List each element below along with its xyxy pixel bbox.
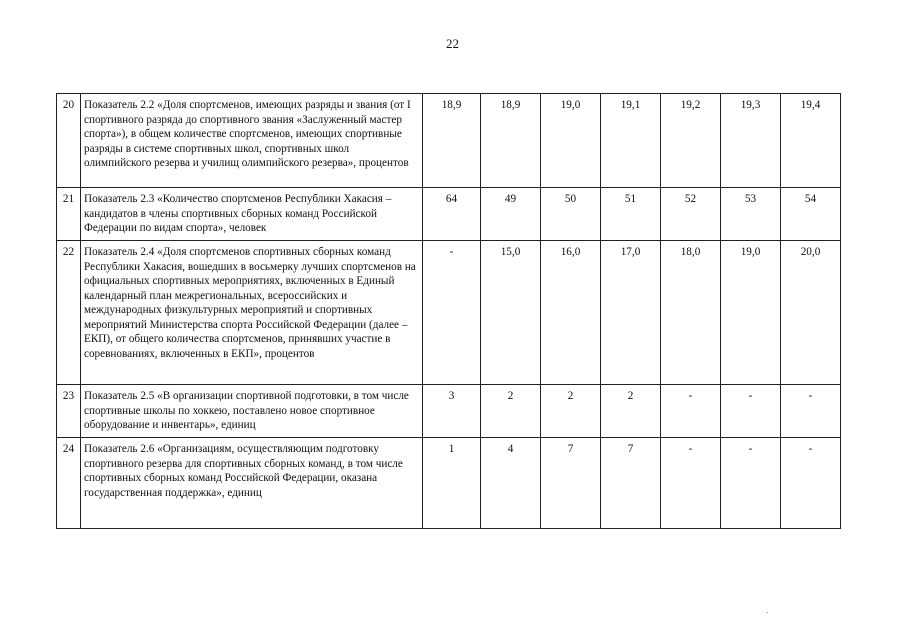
value-cell: 19,0 [541,94,601,188]
value-cell: 2 [541,385,601,438]
value-cell: - [661,385,721,438]
indicator-description: Показатель 2.5 «В организации спортивной подготовки, в том числе спортивные школы по хоккею, поставлено новое спортивное оборудование и инвентарь», единиц [81,385,423,438]
indicator-description: Показатель 2.6 «Организациям, осуществляющим подготовку спортивного резерва для спортивных сборных команд, в том числе спортивных сборных команд Российской Федерации, оказана государственная поддержка», единиц [81,438,423,529]
value-cell: - [781,385,841,438]
table-row [57,241,841,385]
value-cell: - [721,385,781,438]
value-cell: 19,1 [601,94,661,188]
value-cell: 19,4 [781,94,841,188]
value-cell: 7 [601,438,661,529]
value-cell: 49 [481,188,541,241]
value-cell: - [661,438,721,529]
scan-speck [767,612,768,613]
table-row [57,438,841,529]
value-cell: 19,2 [661,94,721,188]
value-cell: 16,0 [541,241,601,385]
value-cell: 17,0 [601,241,661,385]
row-number: 22 [57,241,81,385]
value-cell: 64 [423,188,481,241]
indicator-description: Показатель 2.4 «Доля спортсменов спортивных сборных команд Республики Хакасия, вошедших в восьмерку лучших спортсменов на официальных спортивных мероприятиях, включенных в Единый календарный план межрегиональных, всероссийских и международных физкультурных мероприятий и спортивных мероприятий Министерства спорта Российской Федерации (далее – ЕКП), от общего количества спортсменов, принявших участие в соревнованиях, включенных в ЕКП», процентов [81,241,423,385]
value-cell: 20,0 [781,241,841,385]
value-cell: 1 [423,438,481,529]
value-cell: 51 [601,188,661,241]
value-cell: 18,0 [661,241,721,385]
value-cell: 52 [661,188,721,241]
value-cell: 15,0 [481,241,541,385]
value-cell: 50 [541,188,601,241]
page-number: 22 [446,36,459,51]
indicator-description: Показатель 2.2 «Доля спортсменов, имеющих разряды и звания (от I спортивного разряда до спортивного звания «Заслуженный мастер спорта»), в общем количестве спортсменов, имеющих спортивные разряды в системе спортивных школ, спортивных школ олимпийского резерва и училищ олимпийского резерва», процентов [81,94,423,188]
value-cell: 18,9 [423,94,481,188]
row-number: 24 [57,438,81,529]
value-cell: - [423,241,481,385]
row-number: 23 [57,385,81,438]
value-cell: 7 [541,438,601,529]
value-cell: 18,9 [481,94,541,188]
value-cell: 53 [721,188,781,241]
value-cell: 4 [481,438,541,529]
row-number: 21 [57,188,81,241]
value-cell: - [721,438,781,529]
indicators-table [56,93,841,529]
table-row [57,188,841,241]
value-cell: - [781,438,841,529]
value-cell: 2 [601,385,661,438]
row-number: 20 [57,94,81,188]
value-cell: 3 [423,385,481,438]
table-row [57,94,841,188]
value-cell: 19,0 [721,241,781,385]
value-cell: 54 [781,188,841,241]
indicator-description: Показатель 2.3 «Количество спортсменов Республики Хакасия – кандидатов в члены спортивных сборных команд Российской Федерации по видам спорта», человек [81,188,423,241]
value-cell: 19,3 [721,94,781,188]
table-row [57,385,841,438]
value-cell: 2 [481,385,541,438]
